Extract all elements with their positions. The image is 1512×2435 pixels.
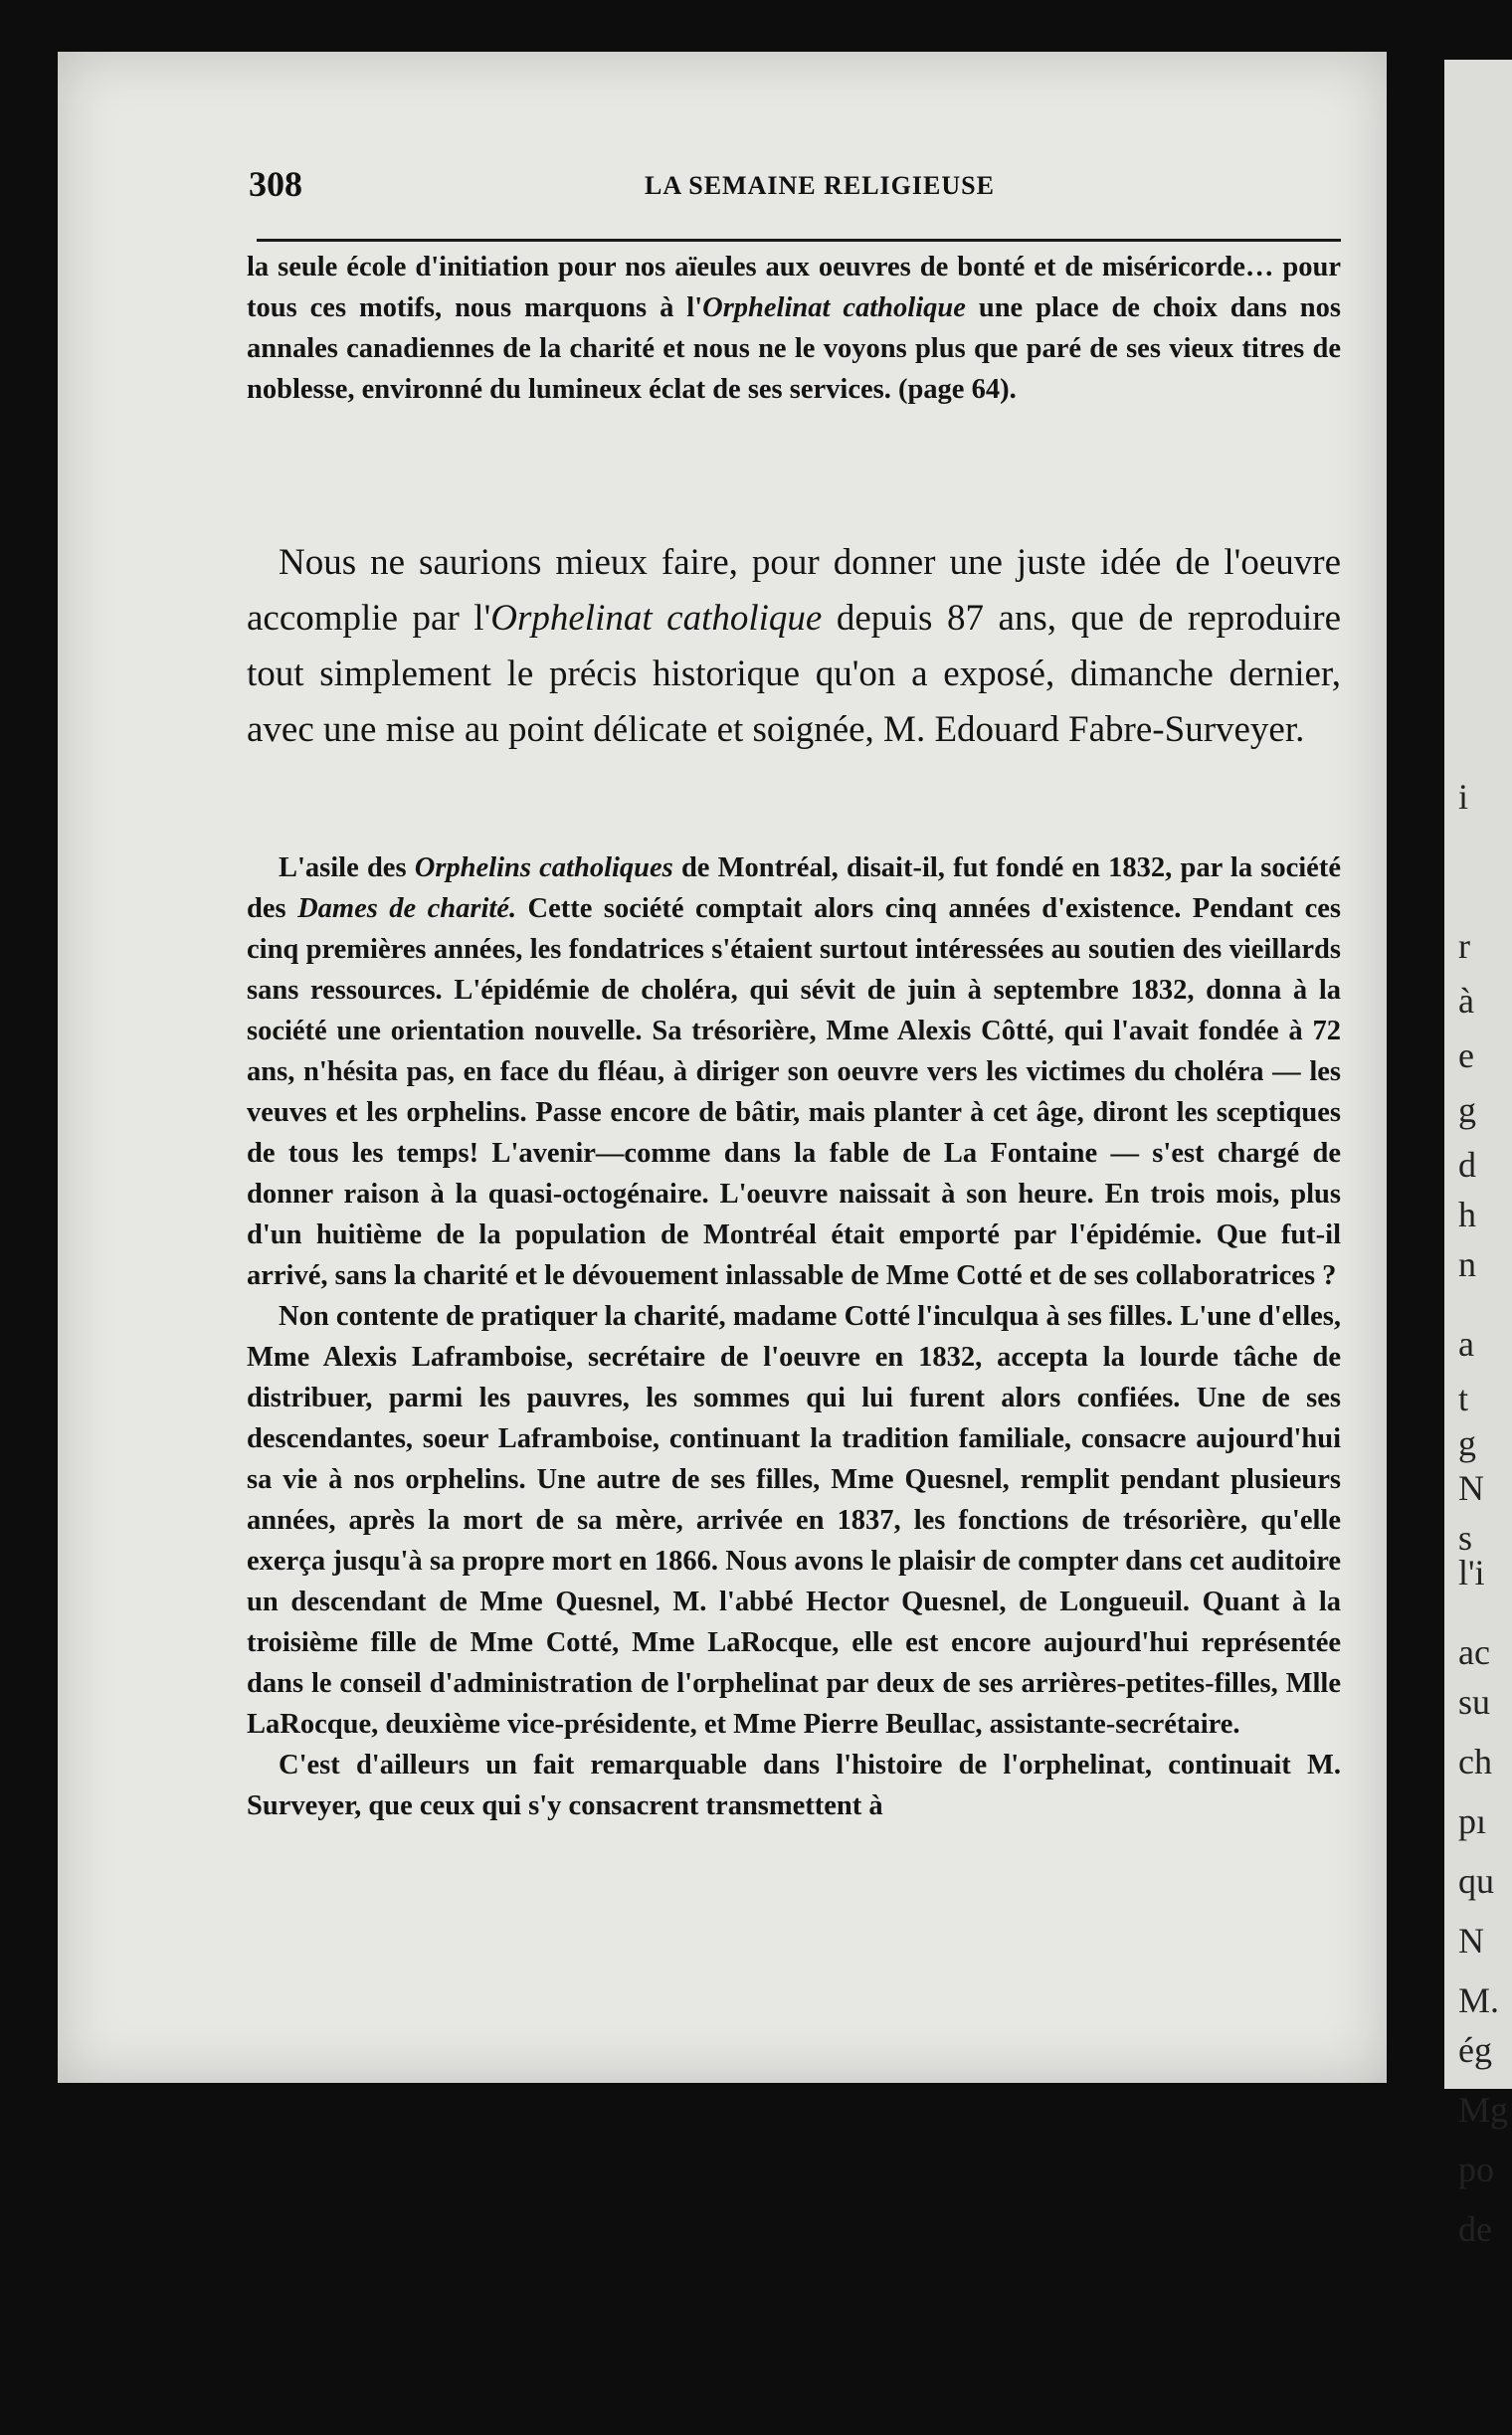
adjacent-page-fragment: ég	[1458, 2030, 1492, 2070]
body-paragraph-3: C'est d'ailleurs un fait remarquable dans l'histoire de l'orphelinat, continuait M. Surveyer, que ceux qui s'y consacrent transmettent à	[247, 1750, 1341, 1821]
body-p1-italic-2: Dames de charité.	[297, 893, 517, 924]
adjacent-page-fragment: g	[1458, 1423, 1476, 1463]
quoted-text-italic: Orphelinat catholique	[702, 292, 966, 323]
adjacent-page-fragment: à	[1458, 981, 1474, 1021]
adjacent-page-fragment: r	[1458, 926, 1470, 966]
adjacent-page-fragment: po	[1458, 2150, 1494, 2189]
quoted-paragraph	[247, 247, 1341, 410]
adjacent-page-fragment: N	[1458, 1921, 1484, 1961]
adjacent-page-edge	[1444, 60, 1512, 2249]
journal-title: LA SEMAINE RELIGIEUSE	[645, 171, 995, 200]
body-p1-text-c: Cette société comptait alors cinq années d'existence. Pendant ces cinq premières années, les fondatrices s'étaient surtout intéressées au soutien des vieillards sans ressources. L'épidémie de choléra, qui sévit de juin à septembre 1832, donna à la société une orientation nouvelle. Sa trésorière, Mme Alexis Côtté, qui l'avait fondée à 72 ans, n'hésita pas, en face du fléau, à diriger son oeuvre vers les victimes du choléra — les veuves et les orphelins. Passe encore de bâtir, mais planter à cet âge, diront les sceptiques de tous les temps! L'avenir—comme dans la fable de La Fontaine — s'est chargé de donner raison à la quasi-octogénaire. L'oeuvre naissait à son heure. En trois mois, plus d'un huitième de la population de Montréal était emporté par l'épidémie. Que fut-il arrivé, sans la charité et le dévouement inlassable de Mme Cotté et de ses collaboratrices ?	[247, 893, 1342, 1291]
intro-paragraph	[247, 535, 1341, 758]
adjacent-page-fragment: a	[1458, 1324, 1474, 1364]
adjacent-page-fragment: s	[1458, 1518, 1473, 1558]
adjacent-page-fragment: l'i	[1458, 1553, 1485, 1592]
quoted-text-2: une place de choix dans nos annales canadiennes de la charité et nous ne le voyons plus que paré de ses vieux titres de noblesse, environné du lumineux éclat de ses services. (page 64).	[247, 292, 1341, 405]
body-p1-text-b: de Montréal, disait-il, fut fondé en 1832, par la société des	[247, 852, 1341, 924]
adjacent-page-fragment: qu	[1458, 1861, 1494, 1901]
adjacent-page-fragment: M.	[1458, 1980, 1500, 2020]
adjacent-page-fragments	[1444, 60, 1512, 2249]
adjacent-page-fragment: N	[1458, 1468, 1484, 1508]
intro-text-2: depuis 87 ans, que de reproduire tout simplement le précis historique qu'on a exposé, dimanche dernier, avec une mise au point délicate et soignée, M. Edouard Fabre-Surveyer.	[247, 598, 1341, 750]
adjacent-page-fragment: de	[1458, 2209, 1492, 2249]
page-number: 308	[249, 164, 302, 204]
adjacent-page-fragment: h	[1458, 1195, 1476, 1234]
running-head	[249, 163, 1391, 203]
adjacent-page-fragment: pı	[1458, 1801, 1487, 1841]
page	[58, 52, 1387, 2083]
adjacent-page-fragment: t	[1458, 1379, 1469, 1418]
adjacent-page-fragment: i	[1458, 777, 1469, 817]
body-text	[247, 847, 1341, 1826]
quoted-text-1: la seule école d'initiation pour nos aïeules aux oeuvres de bonté et de miséricorde… pour tous ces motifs, nous marquons à l'	[247, 252, 1341, 323]
adjacent-page-fragment: g	[1458, 1090, 1476, 1130]
adjacent-page-fragment: Mg	[1458, 2090, 1509, 2130]
adjacent-page-fragment: ch	[1458, 1742, 1492, 1781]
adjacent-page-fragment: n	[1458, 1244, 1476, 1284]
header-rule	[257, 239, 1341, 242]
adjacent-page-fragment: e	[1458, 1035, 1474, 1075]
body-p1-text-a: L'asile des	[279, 852, 415, 883]
adjacent-page-fragment: d	[1458, 1145, 1476, 1185]
adjacent-page-fragment: su	[1458, 1682, 1491, 1722]
body-p1-italic-1: Orphelins catholiques	[414, 852, 673, 883]
adjacent-page-fragment: ac	[1458, 1632, 1490, 1672]
intro-text-1: Nous ne saurions mieux faire, pour donner une juste idée de l'oeuvre accomplie par l'	[247, 542, 1341, 639]
intro-text-italic: Orphelinat catholique	[490, 598, 823, 639]
body-paragraph-2: Non contente de pratiquer la charité, madame Cotté l'inculqua à ses filles. L'une d'elles, Mme Alexis Laframboise, secrétaire de l'oeuvre en 1832, accepta la lourde tâche de distribuer, parmi les pauvres, les sommes qui lui furent alors confiées. Une de ses descendantes, soeur Laframboise, continuant la tradition familiale, consacre aujourd'hui sa vie à nos orphelins. Une autre de ses filles, Mme Quesnel, remplit pendant plusieurs années, après la mort de sa mère, arrivée en 1837, les fonctions de trésorière, qu'elle exerça jusqu'à sa propre mort en 1866. Nous avons le plaisir de compter dans cet auditoire un descendant de Mme Quesnel, M. l'abbé Hector Quesnel, de Longueuil. Quant à la troisième fille de Mme Cotté, Mme LaRocque, elle est encore aujourd'hui représentée dans le conseil d'administration de l'orphelinat par deux de ses arrières-petites-filles, Mlle LaRocque, deuxième vice-présidente, et Mme Pierre Beullac, assistante-secrétaire.	[247, 1301, 1341, 1740]
